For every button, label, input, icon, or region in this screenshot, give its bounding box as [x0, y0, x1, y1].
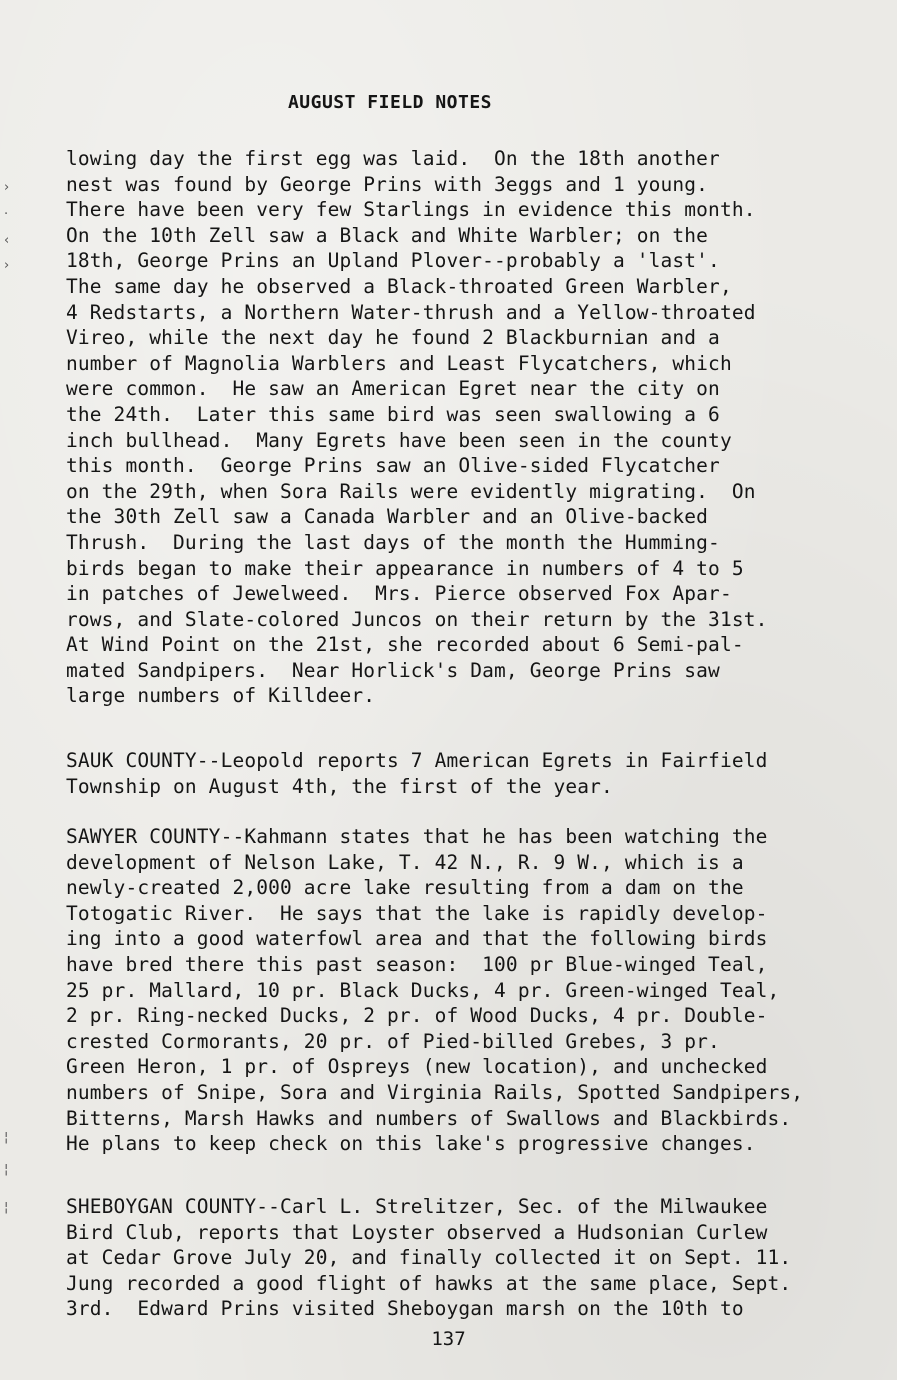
text-line: have bred there this past season: 100 pr Blue-winged Teal,: [66, 952, 768, 976]
text-line: birds began to make their appearance in numbers of 4 to 5: [66, 556, 744, 580]
text-line: Bitterns, Marsh Hawks and numbers of Swallows and Blackbirds.: [66, 1106, 792, 1130]
margin-mark: ·: [4, 207, 9, 222]
text-line: mated Sandpipers. Near Horlick's Dam, George Prins saw: [66, 658, 720, 682]
text-line: SAWYER COUNTY--Kahmann states that he has been watching the: [66, 825, 768, 848]
text-line: ing into a good waterfowl area and that the following birds: [66, 927, 768, 951]
text-line: At Wind Point on the 21st, she recorded about 6 Semi-pal-: [66, 633, 744, 657]
text-line: There have been very few Starlings in evidence this month.: [66, 198, 756, 222]
text-line: Green Heron, 1 pr. of Ospreys (new location), and unchecked: [66, 1055, 768, 1079]
paragraph-sauk-county: [66, 748, 886, 799]
text-line: Thrush. During the last days of the month the Humming-: [66, 530, 720, 554]
text-line: nest was found by George Prins with 3eggs and 1 young.: [66, 172, 709, 196]
text-line: rows, and Slate-colored Juncos on their return by the 31st.: [66, 607, 768, 631]
text-line: lowing day the first egg was laid. On the 18th another: [66, 147, 720, 170]
text-line: He plans to keep check on this lake's progressive changes.: [66, 1132, 756, 1156]
text-line: at Cedar Grove July 20, and finally collected it on Sept. 11.: [66, 1246, 792, 1270]
text-line: 18th, George Prins an Upland Plover--probably a 'last'.: [66, 249, 720, 273]
text-line: 2 pr. Ring-necked Ducks, 2 pr. of Wood Ducks, 4 pr. Double-: [66, 1004, 768, 1028]
text-line: Jung recorded a good flight of hawks at the same place, Sept.: [66, 1271, 792, 1295]
text-line: Vireo, while the next day he found 2 Blackburnian and a: [66, 326, 720, 350]
text-line: Township on August 4th, the first of the year.: [66, 774, 613, 798]
text-line: Totogatic River. He says that the lake is rapidly develop-: [66, 901, 768, 925]
text-line: newly-created 2,000 acre lake resulting from a dam on the: [66, 876, 744, 900]
text-line: in patches of Jewelweed. Mrs. Pierce observed Fox Apar-: [66, 582, 732, 606]
margin-mark: ‹: [4, 233, 10, 248]
text-line: On the 10th Zell saw a Black and White Warbler; on the: [66, 223, 709, 247]
text-line: numbers of Snipe, Sora and Virginia Rails, Spotted Sandpipers,: [66, 1080, 804, 1104]
text-line: large numbers of Killdeer.: [66, 684, 376, 708]
margin-mark: ¦: [4, 1162, 9, 1177]
margin-mark: ›: [4, 258, 10, 273]
text-line: the 30th Zell saw a Canada Warbler and an Olive-backed: [66, 505, 709, 529]
text-line: number of Magnolia Warblers and Least Flycatchers, which: [66, 351, 732, 375]
text-line: SAUK COUNTY--Leopold reports 7 American Egrets in Fairfield: [66, 749, 768, 772]
paragraph-racine-notes: [66, 146, 886, 709]
text-line: were common. He saw an American Egret near the city on: [66, 377, 720, 401]
text-line: crested Cormorants, 20 pr. of Pied-billed Grebes, 3 pr.: [66, 1029, 720, 1053]
text-line: Bird Club, reports that Loyster observed a Hudsonian Curlew: [66, 1220, 768, 1244]
margin-mark: ¦: [4, 1200, 9, 1215]
text-line: 25 pr. Mallard, 10 pr. Black Ducks, 4 pr. Green-winged Teal,: [66, 978, 780, 1002]
text-line: inch bullhead. Many Egrets have been seen in the county: [66, 428, 732, 452]
text-line: the 24th. Later this same bird was seen swallowing a 6: [66, 402, 720, 426]
text-line: SHEBOYGAN COUNTY--Carl L. Strelitzer, Sec. of the Milwaukee: [66, 1195, 768, 1218]
text-line: 4 Redstarts, a Northern Water-thrush and a Yellow-throated: [66, 300, 756, 324]
page-title: AUGUST FIELD NOTES: [287, 92, 493, 113]
margin-mark: ›: [4, 180, 10, 195]
text-line: 3rd. Edward Prins visited Sheboygan marsh on the 10th to: [66, 1297, 744, 1321]
paragraph-sawyer-county: [66, 824, 886, 1157]
text-line: on the 29th, when Sora Rails were evidently migrating. On: [66, 479, 756, 503]
text-line: this month. George Prins saw an Olive-sided Flycatcher: [66, 454, 720, 478]
text-line: development of Nelson Lake, T. 42 N., R. 9 W., which is a: [66, 850, 744, 874]
paragraph-sheboygan-county: [66, 1194, 886, 1322]
page-number: 137: [431, 1328, 466, 1350]
margin-mark: ¦: [4, 1130, 9, 1145]
text-line: The same day he observed a Black-throated Green Warbler,: [66, 274, 732, 298]
